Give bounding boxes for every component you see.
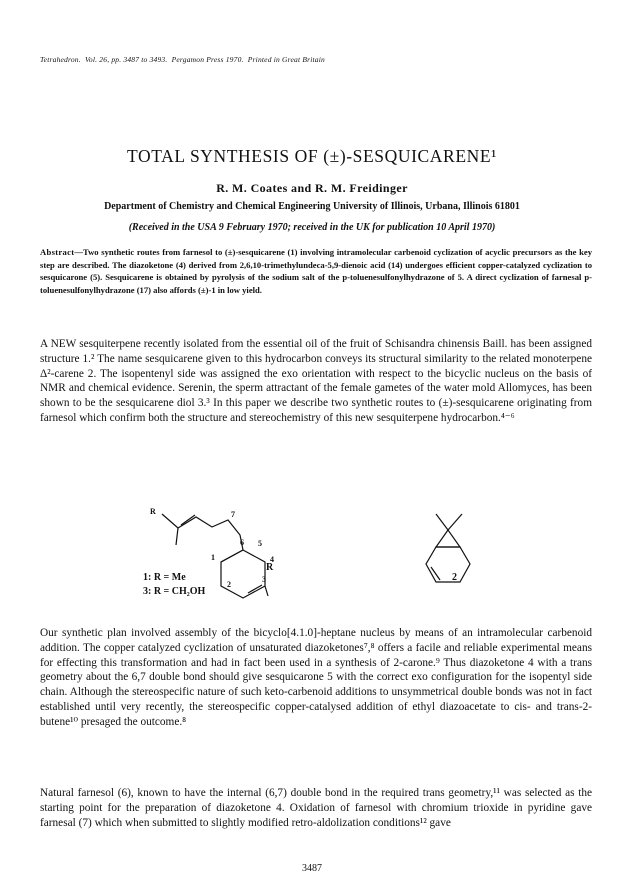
structure-figure — [0, 502, 624, 612]
publisher-info: Pergamon Press 1970. — [171, 55, 244, 64]
abstract-text: —Two synthetic routes from farnesol to (±)-sesquicarene (1) involving intramolecular carbenoid cyclization of acyclic precursors as the key step are described. The diazoketone (4) derived from 2,6,10-trimethylundeca-5,9-dienoic acid (14) undergoes efficient copper-catalyzed cyclization to sesquicarone (5). Sesquicarene is obtained by pyrolysis of the sodium salt of the p-toluenesulfonylhydrazone of 5. A direct cyclization of farnesal p-toluenesulfonylhydrazone (17) also affords (±)-1 in low yield. — [40, 247, 592, 295]
printed-info: Printed in Great Britain — [247, 55, 325, 64]
label-3: 3 — [262, 575, 266, 584]
wedge-bond — [265, 586, 268, 596]
cyclopropane-ring-2 — [436, 530, 460, 547]
methyl-bond — [176, 528, 178, 545]
volume-info: Vol. 26, pp. 3487 to 3493. — [84, 55, 168, 64]
cyclohexene-ring — [221, 550, 265, 598]
label-6: 6 — [240, 538, 244, 547]
authors: R. M. Coates and R. M. Freidinger — [216, 181, 408, 195]
caption-compound-2: 2 — [452, 572, 457, 583]
gem-dimethyl-a — [436, 514, 448, 530]
label-R-bottom: R — [266, 562, 274, 573]
received-dates: (Received in the USA 9 February 1970; received in the UK for publication 10 April 1970) — [128, 222, 496, 233]
caption-compound-1: 1: R = Me — [143, 572, 186, 583]
carene-double-bond — [431, 567, 440, 580]
side-chain-bond — [162, 514, 243, 550]
page-number: 3487 — [302, 863, 322, 874]
double-bond-inner — [181, 515, 195, 525]
label-7: 7 — [231, 510, 235, 519]
paper-title: TOTAL SYNTHESIS OF (±)-SESQUICARENE¹ — [127, 146, 497, 166]
body-paragraph-3: Natural farnesol (6), known to have the internal (6,7) double bond in the required trans geometry,¹¹ was selected as the starting point for the preparation of diazoketone 4. Oxidation of farnesol with chromium trioxide in pyridine gave farnesal (7) which when submitted to slightly modified retro-aldolization conditions¹² gave — [40, 787, 592, 829]
label-2: 2 — [227, 580, 231, 589]
body-paragraph-2: Our synthetic plan involved assembly of the bicyclo[4.1.0]-heptane nucleus by means of an intramolecular carbenoid addition. The copper catalyzed cyclization of unsaturated diazoketones⁷,⁸ offers a facile and reliable experimental means for effecting this transformation and had in fact been used in a synthesis of 2-carone.⁹ Thus diazoketone 4 with a trans geometry about the 6,7 double bond should give sesquicarone 5 with the correct exo configuration for the isopentyl side chain. Although the stereospecific nature of such keto-carbenoid additions to unsymmetrical double bonds was not in fact established until very recently, the stereospecific copper-catalysed addition of ethyl diazoacetate to cis- and trans-2-butene¹⁰ presaged the outcome.⁸ — [40, 627, 592, 728]
label-R-top: R — [150, 507, 156, 516]
label-5: 5 — [258, 539, 262, 548]
caption-compound-3: 3: R = CH₂OH — [143, 586, 206, 597]
label-4: 4 — [270, 555, 274, 564]
affiliation: Department of Chemistry and Chemical Engineering University of Illinois, Urbana, Illinois 61801 — [104, 201, 520, 212]
journal-name: Tetrahedron. — [40, 55, 81, 64]
cyclopropane-bond — [221, 550, 243, 562]
label-1: 1 — [211, 553, 215, 562]
carene-ring — [426, 547, 470, 582]
gem-dimethyl-b — [448, 514, 462, 530]
running-header — [40, 55, 325, 64]
abstract-label: Abstract — [40, 247, 75, 257]
abstract — [40, 246, 592, 296]
body-paragraph-1: A NEW sesquiterpene recently isolated from the essential oil of the fruit of Schisandra chinensis Baill. has been assigned structure 1.² The name sesquicarene given to this hydrocarbon conveys its structural similarity to the related monoterpene Δ²-carene 2. The isopentenyl side was assigned the exo orientation with respect to the bicyclic nucleus on the basis of NMR and chemical evidence. Serenin, the sperm attractant of the female gametes of the water mold Allomyces, has been shown to be the sesquicarene diol 3.³ In this paper we describe two synthetic routes to (±)-sesquicarene originating from farnesol which confirm both the structure and stereochemistry of this new sesquiterpene hydrocarbon.⁴⁻⁶ — [40, 338, 592, 424]
